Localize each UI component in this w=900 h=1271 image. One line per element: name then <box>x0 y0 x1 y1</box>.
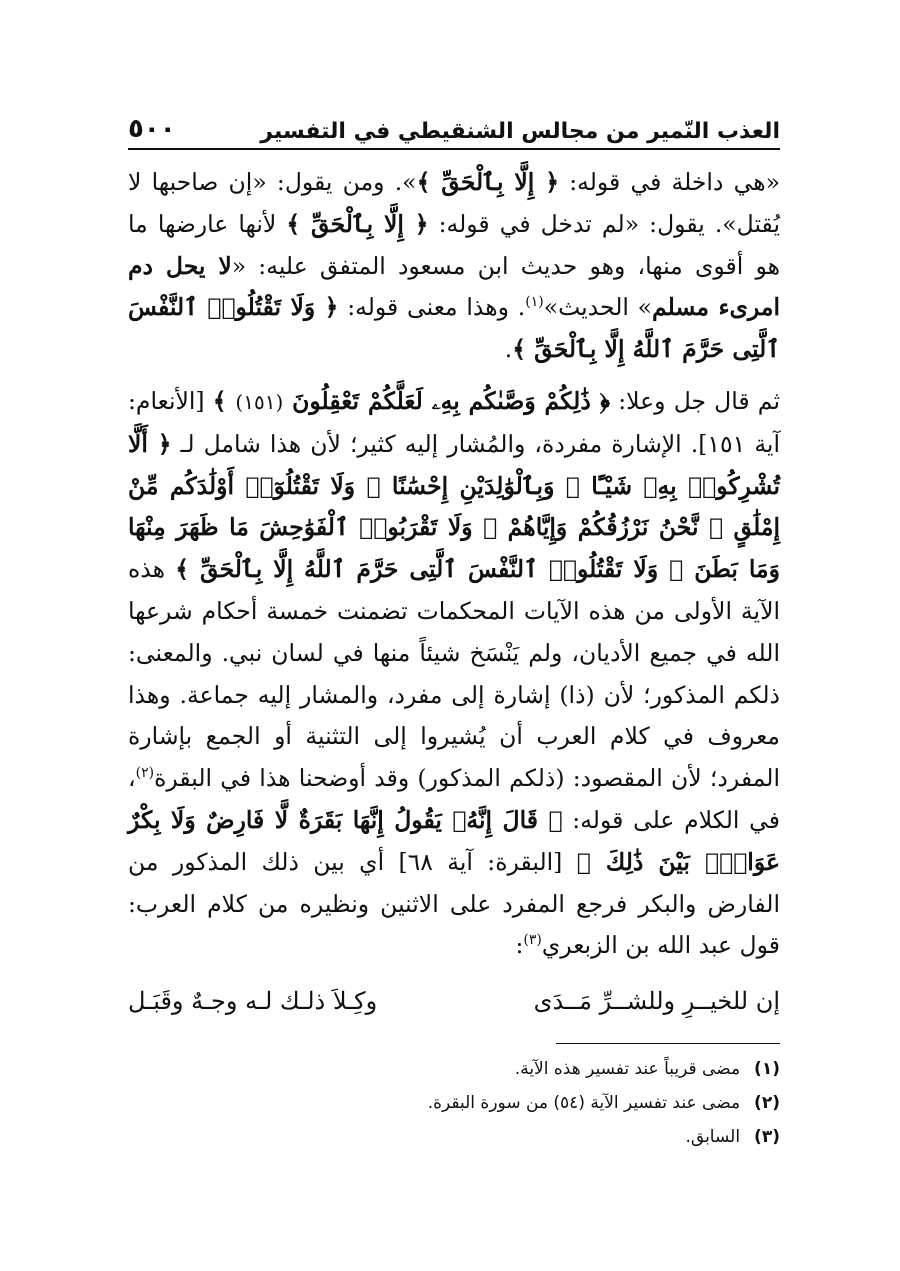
text-run: [الأنعام: آية ١٥١]. الإشارة مفردة، والمُشار إليه كثير؛ لأن هذا شامل لـ <box>128 386 780 458</box>
text-run: ». ومن يقول: «إن صاحبها لا يُقتل». يقول: «لم تدخل في قوله: <box>128 168 780 238</box>
text-run: ثم قال جل وعلا: <box>610 386 780 415</box>
body-text <box>128 162 780 1062</box>
footnote-item <box>128 1086 780 1120</box>
verse-end-mark: (١٥١) <box>235 389 284 414</box>
text-run: [البقرة: آية ٦٨] أي بين ذلك المذكور من الفارض والبكر فرجع المفرد على الاثنين ونظيره من كلام العرب: قول عبد الله بن الزبعري <box>128 847 780 960</box>
footnote-ref-3: (٣) <box>523 932 542 949</box>
page-header <box>128 104 780 144</box>
quran-quote-close: ﴾ <box>212 386 236 415</box>
quran-quote: ﴿ وَلَا تَقْتُلُوا۟ ٱلنَّفْسَ ٱلَّتِى حَرَّمَ ٱللَّهُ إِلَّا بِٱلْحَقِّ ﴾ <box>128 293 780 364</box>
quran-quote: ﴿ ذَٰلِكُمْ وَصَّىٰكُم بِهِۦ لَعَلَّكُمْ تَعْقِلُونَ <box>283 386 611 415</box>
hadith-quote: لا يحل دم امرىء مسلم <box>128 251 781 322</box>
quran-quote: ﴿ إِلَّا بِٱلْحَقِّ ﴾ <box>416 168 560 196</box>
footnote-ref-1: (١) <box>525 294 544 311</box>
footnote-number: (٣) <box>754 1127 780 1147</box>
footnote-text: مضى عند تفسير الآية (٥٤) من سورة البقرة. <box>427 1093 741 1113</box>
running-title: العذب النّمير من مجالس الشنقيطي في التفسير <box>260 119 780 144</box>
text-run: » الحديث» <box>543 293 653 322</box>
header-divider <box>128 148 780 150</box>
text-run: ، في الكلام على قوله: <box>128 764 780 834</box>
text-run: . وهذا معنى قوله: <box>338 293 526 322</box>
footnote-divider <box>556 1043 780 1044</box>
text-run: «هي داخلة في قوله: <box>559 168 780 196</box>
footnote-number: (١) <box>754 1059 780 1079</box>
footnote-number: (٢) <box>754 1093 780 1113</box>
page-number: ٥٠٠ <box>128 114 176 144</box>
poem-verse <box>128 981 780 1023</box>
text-run: : <box>515 931 524 960</box>
footnote-text: السابق. <box>685 1127 741 1147</box>
quran-quote: ﴿ إِلَّا بِٱلْحَقِّ ﴾ <box>286 209 429 238</box>
quran-quote: ﴿ أَلَّا تُشْرِكُوا۟ بِهِۦ شَيْـًٔا ۖ وَبِٱلْوَٰلِدَيْنِ إِحْسَٰنًا ۖ وَلَا تَقْتُلُوٓا۟ أَوْلَٰدَكُم مِّنْ إِمْلَٰقٍ ۖ نَّحْنُ نَرْزُقُكُمْ وَإِيَّاهُمْ ۖ وَلَا تَقْرَبُوا۟ ٱلْفَوَٰحِشَ مَا ظَهَرَ مِنْهَا وَمَا بَطَنَ ۖ وَلَا تَقْتُلُوا۟ ٱلنَّفْسَ ٱلَّتِى حَرَّمَ ٱللَّهُ إِلَّا بِٱلْحَقِّ ﴾ <box>128 429 780 584</box>
footnote-text: مضى قريباً عند تفسير هذه الآية. <box>514 1059 741 1079</box>
footnote-ref-2: (٢) <box>135 765 155 782</box>
text-run: هذه الآية الأولى من هذه الآيات المحكمات تضمنت خمسة أحكام شرعها الله في جميع الأديان، ولم يَنْسَخ شيئاً منها في لسان نبي. والمعنى: ذلكم المذكور؛ لأن (ذا) إشارة إلى مفرد، والمشار إليه جماعة. وهذا معروف في كلام العرب أن يُشيروا إلى التثنية أو الجمع بإشارة المفرد؛ لأن المقصود: (ذلكم المذكور) وقد أوضحنا هذا في البقرة <box>128 555 780 793</box>
paragraph-1 <box>128 162 780 371</box>
quran-quote: ﴿ قَالَ إِنَّهُۥ يَقُولُ إِنَّهَا بَقَرَةٌ لَّا فَارِضٌ وَلَا بِكْرٌ عَوَانٌۢ بَيْنَ ذَٰلِكَ ﴾ <box>128 805 780 876</box>
poem-hemistich-1: إن للخيــرِ وللشــرِّ مَــدَى <box>533 987 780 1016</box>
paragraph-2 <box>128 381 780 967</box>
text-run: لأنها عارضها ما هو أقوى منها، وهو حديث ابن مسعود المتفق عليه: « <box>128 209 780 280</box>
footnote-item <box>128 1120 780 1154</box>
footnote-item <box>128 1052 780 1086</box>
poem-hemistich-2: وكِـلاَ ذلـك لـه وجـهٌ وقَبَـل <box>128 987 378 1016</box>
text-run: . <box>504 335 513 364</box>
footnotes <box>128 1052 780 1154</box>
